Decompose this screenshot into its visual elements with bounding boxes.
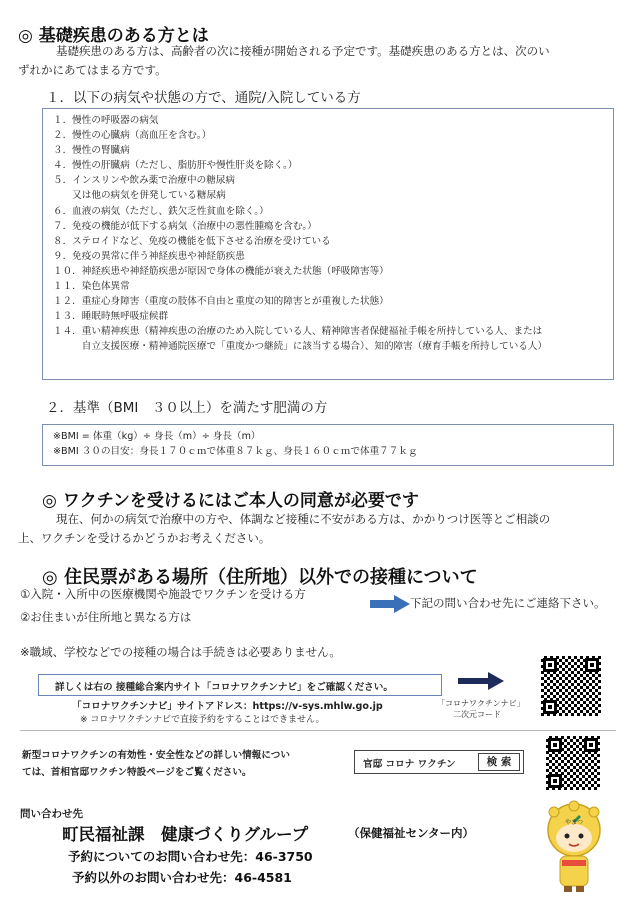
kantei-search-bar[interactable]: [354, 750, 524, 774]
kantei-info: [22, 747, 290, 781]
subhead-bmi: ２．基準（BMI ３０以上）を満たす肥満の方: [46, 400, 328, 416]
condition-item: １３．睡眠時無呼吸症候群: [53, 311, 169, 323]
section-title-underlying-conditions: ◎ 基礎疾患のある方とは: [18, 26, 209, 46]
contact-label: 問い合わせ先: [20, 808, 83, 820]
qr-label-line-2: 二次元コード: [453, 710, 501, 719]
kantei-info-line-1: 新型コロナワクチンの有効性・安全性などの詳しい情報につい: [22, 750, 290, 761]
kantei-search-query[interactable]: 官邸 コロナ ワクチン: [363, 759, 456, 770]
qr-label: [437, 698, 525, 720]
section-title-outside-address: ◎ 住民票がある場所（住所地）以外での接種について: [42, 567, 478, 588]
intro-line-2: ずれかにあてはまる方です。: [18, 63, 167, 77]
mascot-label: やまつ: [564, 819, 584, 826]
condition-item: ７．免疫の機能が低下する病気（治療中の悪性腫瘍を含む。）: [53, 220, 317, 232]
vaccine-navi-note: ※ コロナワクチンナビで直接予約をすることはできません。: [80, 715, 325, 725]
condition-item: 又は他の病気を併発している糖尿病: [53, 190, 226, 202]
subhead-conditions: １．以下の病気や状態の方で、通院/入院している方: [46, 90, 361, 106]
condition-item: ３．慢性の腎臓病: [53, 145, 130, 157]
consent-line-1: 現在、何かの病気で治療中の方や、体調など接種に不安がある方は、かかりつけ医等とご相談の: [56, 512, 551, 526]
kantei-info-line-2: ては、首相官邸ワクチン特設ページをご覧ください。: [22, 767, 252, 778]
condition-item: ５．インスリンや飲み薬で治療中の糖尿病: [53, 175, 235, 187]
case-2: ②お住まいが住所地と異なる方は: [20, 610, 192, 624]
consent-paragraph: [18, 510, 628, 548]
condition-item: １．慢性の呼吸器の病気: [53, 115, 159, 126]
bmi-formula: ※BMI = 体重（kg）÷ 身長（m）÷ 身長（m）: [53, 431, 261, 442]
vaccine-navi-box: [38, 674, 442, 696]
workplace-note: ※職域、学校などでの接種の場合は手続きは必要ありません。: [20, 645, 341, 659]
right-arrow-icon: [370, 595, 410, 613]
bmi-box: [42, 424, 614, 466]
divider: [20, 730, 616, 731]
intro-paragraph: [18, 42, 628, 80]
qr-label-line-1: 「コロナワクチンナビ」: [437, 699, 525, 708]
contact-department-sub: （保健福祉センター内）: [348, 826, 475, 840]
navi-arrow-icon: [458, 672, 504, 690]
condition-item: １２．重症心身障害（重度の肢体不自由と重度の知的障害とが重複した状態）: [53, 296, 389, 308]
consent-line-2: 上、ワクチンを受けるかどうかお考えください。: [18, 531, 271, 545]
case-1: ①入院・入所中の医療機関や施設でワクチンを受ける方: [20, 587, 306, 601]
condition-item: ２．慢性の心臓病（高血圧を含む。）: [53, 130, 212, 142]
vaccine-navi-address: 「コロナワクチンナビ」サイトアドレス：https://v-sys.mhlw.go.jp: [72, 701, 383, 712]
kantei-search-button[interactable]: 検 索: [478, 753, 520, 771]
contact-reservation-phone: 予約についてのお問い合わせ先：46-3750: [68, 849, 313, 864]
condition-item: ８．ステロイドなど、免疫の機能を低下させる治療を受けている: [53, 235, 331, 247]
intro-line-1: 基礎疾患のある方は、高齢者の次に接種が開始される予定です。基礎疾患のある方とは、次のい: [56, 44, 550, 58]
contact-instruction: 下記の問い合わせ先にご連絡下さい。: [410, 596, 606, 610]
condition-item: １１．染色体異常: [53, 281, 130, 293]
contact-other-phone: 予約以外のお問い合わせ先：46-4581: [72, 870, 292, 885]
condition-item: ４．慢性の肝臓病（ただし、脂肪肝や慢性肝炎を除く。）: [53, 160, 298, 172]
town-mascot-icon: [540, 800, 608, 894]
kantei-qr-code[interactable]: [546, 736, 600, 790]
section-title-consent: ◎ ワクチンを受けるにはご本人の同意が必要です: [42, 491, 419, 511]
contact-department: 町民福祉課 健康づくりグループ: [62, 825, 309, 844]
condition-item: 自立支援医療・精神通院医療で「重度かつ継続」に該当する場合）、知的障害（療育手帳を所持している人）: [53, 341, 548, 353]
conditions-list: [53, 113, 613, 355]
vaccine-navi-text: 詳しくは右の 接種総合案内サイト「コロナワクチンナビ」をご確認ください。: [55, 682, 393, 693]
vaccine-navi-qr-code[interactable]: [541, 656, 601, 716]
condition-item: ６．血液の病気（ただし、鉄欠乏性貧血を除く。）: [53, 205, 269, 217]
condition-item: ９．免疫の異常に伴う神経疾患や神経筋疾患: [53, 250, 245, 262]
conditions-list-box: [42, 108, 614, 380]
condition-item: １４．重い精神疾患（精神疾患の治療のため入院している人、精神障害者保健福祉手帳を所持している人、または: [53, 326, 543, 338]
condition-item: １０．神経疾患や神経筋疾患が原因で身体の機能が衰えた状態（呼吸障害等）: [53, 265, 389, 277]
bmi-example: ※BMI ３０の目安：身長１７０ｃｍで体重８７ｋｇ、身長１６０ｃｍで体重７７ｋｇ: [53, 446, 418, 458]
